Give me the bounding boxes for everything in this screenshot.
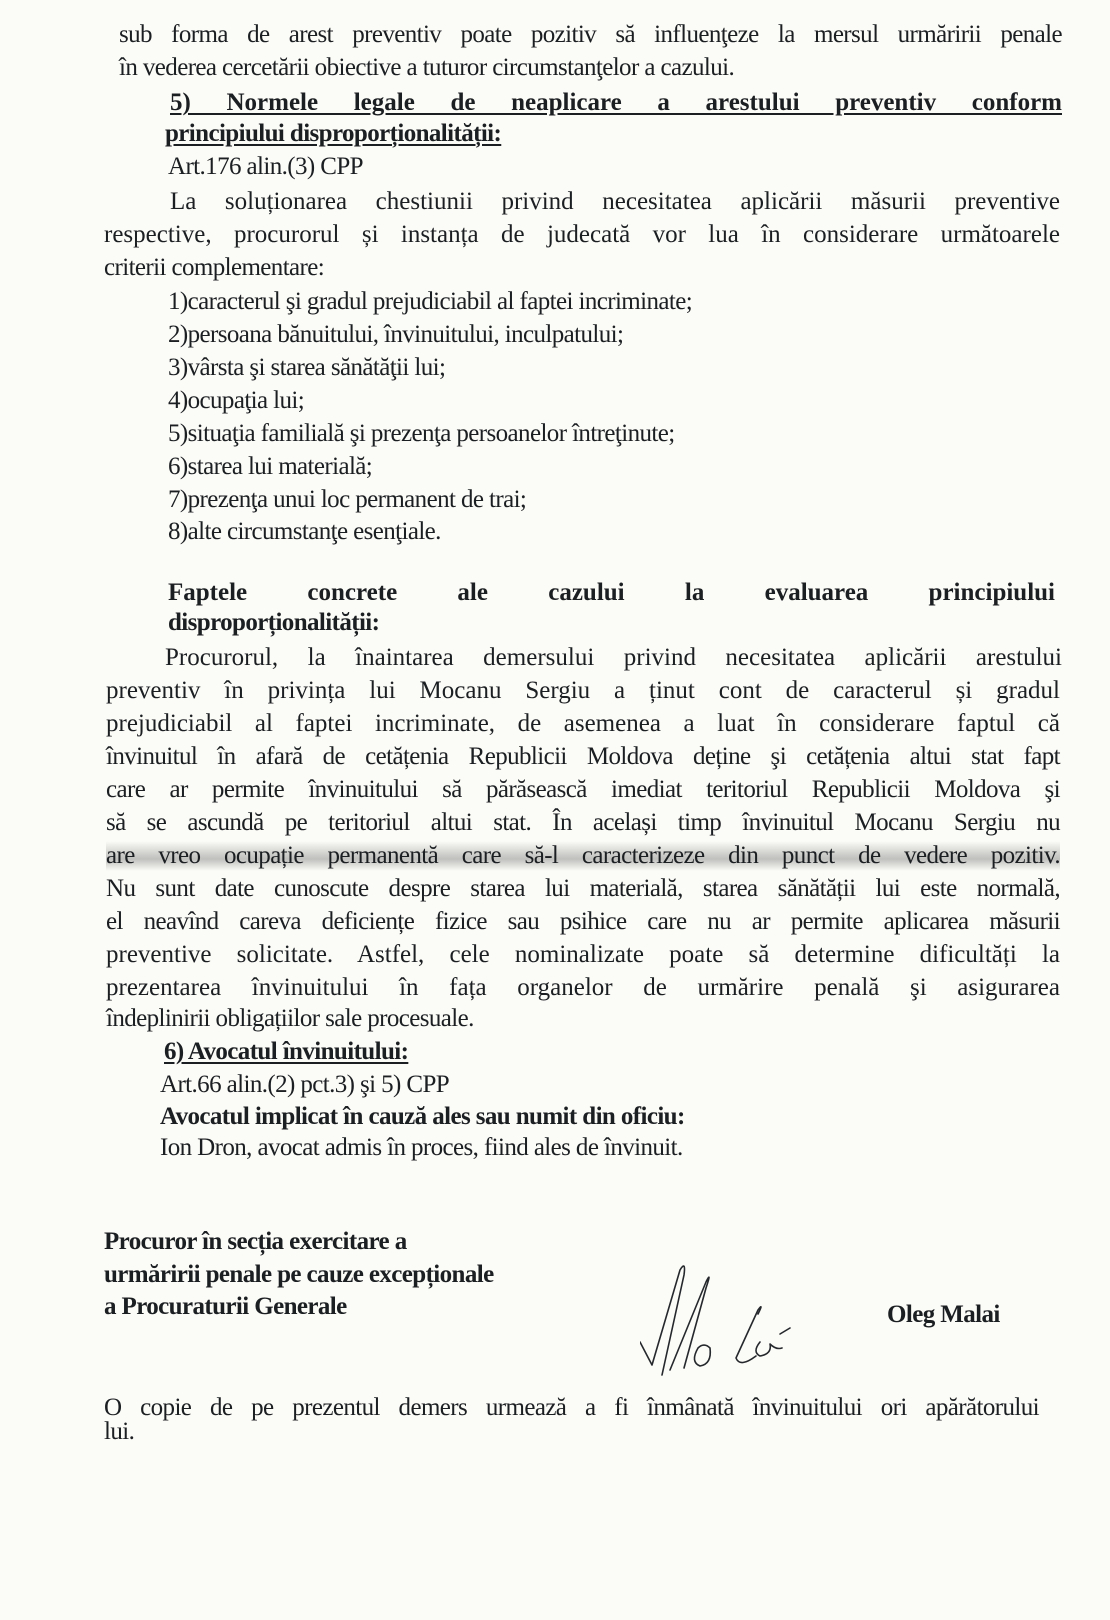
section6-heading: 6) Avocatul învinuitului:: [164, 1038, 409, 1065]
criteria-item: 1)caracterul şi gradul prejudiciabil al faptei incriminate;: [168, 288, 693, 315]
facts-paragraph-line: Procurorul, la înaintarea demersului privind necesitatea aplicării arestului: [165, 644, 1062, 671]
footer-line: lui.: [104, 1418, 135, 1445]
section6-lawyer: Ion Dron, avocat admis în proces, fiind ales de învinuit.: [160, 1134, 683, 1161]
facts-heading: Faptele concrete ale cazului la evaluarea principiului: [168, 579, 1055, 606]
facts-paragraph-line: preventive solicitate. Astfel, cele nominalizate poate să determine dificultăți la: [106, 941, 1060, 968]
signature-stroke: [780, 1328, 790, 1334]
section6-subheading: Avocatul implicat în cauză ales sau numit din oficiu:: [160, 1103, 685, 1130]
facts-paragraph-line: prezentarea învinuitului în fața organelor de urmărire penală şi asigurarea: [106, 974, 1060, 1001]
criteria-item: 8)alte circumstanţe esenţiale.: [168, 518, 441, 545]
facts-paragraph-line: preventiv în privința lui Mocanu Sergiu a ținut cont de caracterul și gradul: [106, 677, 1060, 704]
facts-paragraph-line: care ar permite învinuitului să părăsească imediat teritoriul Republicii Moldova şi: [106, 776, 1060, 803]
facts-paragraph-line: are vreo ocupație permanentă care să-l caracterizeze din punct de vedere pozitiv.: [106, 842, 1060, 869]
section5-heading: 5) Normele legale de neaplicare a arestului preventiv conform: [170, 89, 1062, 116]
criteria-item: 4)ocupaţia lui;: [168, 387, 305, 414]
facts-paragraph-line: Nu sunt date cunoscute despre starea lui materială, starea sănătății lui este normală,: [106, 875, 1060, 902]
facts-paragraph-line: să se ascundă pe teritoriul altui stat. În același timp învinuitul Mocanu Sergiu nu: [106, 809, 1060, 836]
signature-stroke: [694, 1345, 710, 1366]
handwritten-signature: [640, 1230, 870, 1380]
intro-line: în vederea cercetării obiective a tuturor circumstanţelor a cazului.: [119, 54, 735, 81]
signature-stroke: [756, 1342, 782, 1356]
section5-paragraph-line: criterii complementare:: [104, 254, 325, 281]
section6-article: Art.66 alin.(2) pct.3) şi 5) CPP: [160, 1071, 450, 1098]
intro-line: sub forma de arest preventiv poate pozitiv să influenţeze la mersul urmăririi penale: [119, 21, 1062, 48]
facts-paragraph-line: învinuitul în afară de cetățenia Republicii Moldova deține şi cetățenia altui stat fapt: [106, 743, 1060, 770]
section5-paragraph-line: La soluționarea chestiunii privind necesitatea aplicării măsurii preventive: [170, 188, 1060, 215]
facts-paragraph-line: prejudiciabil al faptei incriminate, de asemenea a luat în considerare faptul că: [106, 710, 1060, 737]
signature-stroke: [640, 1266, 685, 1375]
signatory-title-line: a Procuraturii Generale: [104, 1293, 347, 1320]
signature-stroke: [670, 1277, 709, 1370]
criteria-item: 5)situaţia familială şi prezenţa persoanelor întreţinute;: [168, 420, 675, 447]
criteria-item: 6)starea lui materială;: [168, 453, 373, 480]
facts-heading-cont: disproporționalității:: [168, 609, 380, 636]
facts-paragraph-line: el neavînd careva deficiențe fizice sau psihice care nu ar permite aplicarea măsurii: [106, 908, 1060, 935]
criteria-item: 7)prezenţa unui loc permanent de trai;: [168, 486, 527, 513]
signatory-title-line: Procuror în secția exercitare a: [104, 1228, 407, 1255]
criteria-item: 2)persoana bănuitului, învinuitului, inculpatului;: [168, 321, 624, 348]
section5-article: Art.176 alin.(3) CPP: [168, 153, 363, 180]
footer-line: O copie de pe prezentul demers urmează a fi înmânată învinuitului ori apărătorului: [104, 1394, 1039, 1421]
section5-heading-cont: principiului disproporționalității:: [165, 120, 502, 147]
facts-paragraph-line: îndeplinirii obligațiilor sale procesuale.: [106, 1005, 474, 1032]
signatory-title-line: urmăririi penale pe cauze excepționale: [104, 1261, 494, 1288]
criteria-item: 3)vârsta şi starea sănătăţii lui;: [168, 354, 446, 381]
signatory-name: Oleg Malai: [887, 1301, 1000, 1328]
section5-paragraph-line: respective, procurorul și instanța de judecată vor lua în considerare următoarele: [104, 221, 1060, 248]
